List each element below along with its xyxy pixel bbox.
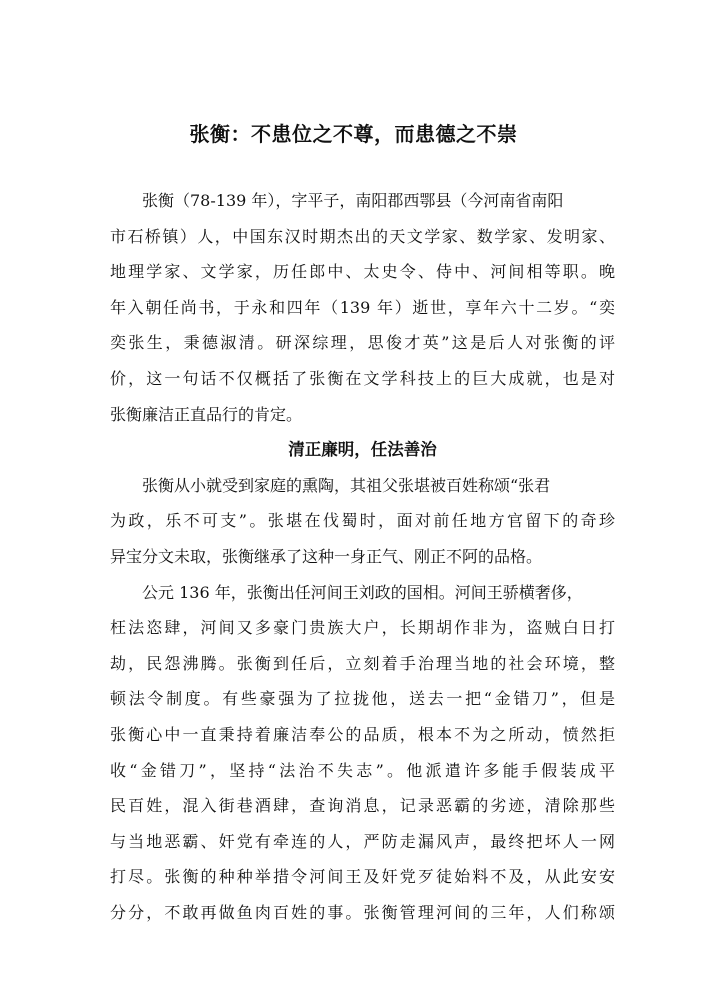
text-line: 公元 136 年，张衡出任河间王刘政的国相。河间王骄横奢侈， bbox=[142, 582, 583, 602]
article-body bbox=[110, 183, 615, 930]
text-line: 与当地恶霸、奸党有牵连的人，严防走漏风声，最终把坏人一网 bbox=[110, 831, 615, 851]
text-line: 价，这一句话不仅概括了张衡在文学科技上的巨大成就，也是对 bbox=[110, 368, 615, 388]
text-line: 年入朝任尚书，于永和四年（139 年）逝世，享年六十二岁。“奕 bbox=[110, 297, 615, 317]
page-title: 张衡：不患位之不尊，而患德之不崇 bbox=[189, 122, 518, 146]
text-line: 民百姓，混入街巷酒肆，查询消息，记录恶霸的劣迹，清除那些 bbox=[110, 796, 615, 816]
text-line: 分分，不敢再做鱼肉百姓的事。张衡管理河间的三年，人们称颂 bbox=[110, 902, 615, 922]
text-line: 奕张生，秉德淑清。研深综理，思俊才英”这是后人对张衡的评 bbox=[110, 333, 615, 353]
text-line: 地理学家、文学家，历任郎中、太史令、侍中、河间相等职。晚 bbox=[110, 262, 615, 282]
text-line: 为政，乐不可支”。张堪在伐蜀时，面对前任地方官留下的奇珍 bbox=[110, 511, 615, 531]
text-line: 枉法恣肆，河间又多豪门贵族大户，长期胡作非为，盗贼白日打 bbox=[110, 618, 615, 638]
text-line: 市石桥镇）人，中国东汉时期杰出的天文学家、数学家、发明家、 bbox=[110, 226, 615, 246]
text-line: 张衡廉洁正直品行的肯定。 bbox=[110, 404, 303, 424]
text-line: 收“金错刀”，坚持“法治不失志”。他派遣许多能手假装成平 bbox=[110, 760, 615, 780]
text-line: 张衡心中一直秉持着廉洁奉公的品质，根本不为之所动，愤然拒 bbox=[110, 724, 615, 744]
text-line: 张衡（78-139 年），字平子，南阳郡西鄂县（今河南省南阳 bbox=[142, 191, 564, 210]
text-line: 顿法令制度。有些豪强为了拉拢他，送去一把“金错刀”，但是 bbox=[110, 689, 615, 709]
text-line: 劫，民怨沸腾。张衡到任后，立刻着手治理当地的社会环境，整 bbox=[110, 653, 615, 673]
text-line: 打尽。张衡的种种举措令河间王及奸党歹徒始料不及，从此安安 bbox=[110, 867, 615, 887]
section-heading: 清正廉明，任法善治 bbox=[288, 440, 437, 460]
text-line: 张衡从小就受到家庭的熏陶，其祖父张堪被百姓称颂“张君 bbox=[142, 475, 551, 495]
text-line: 异宝分文未取，张衡继承了这种一身正气、刚正不阿的品格。 bbox=[110, 546, 543, 566]
